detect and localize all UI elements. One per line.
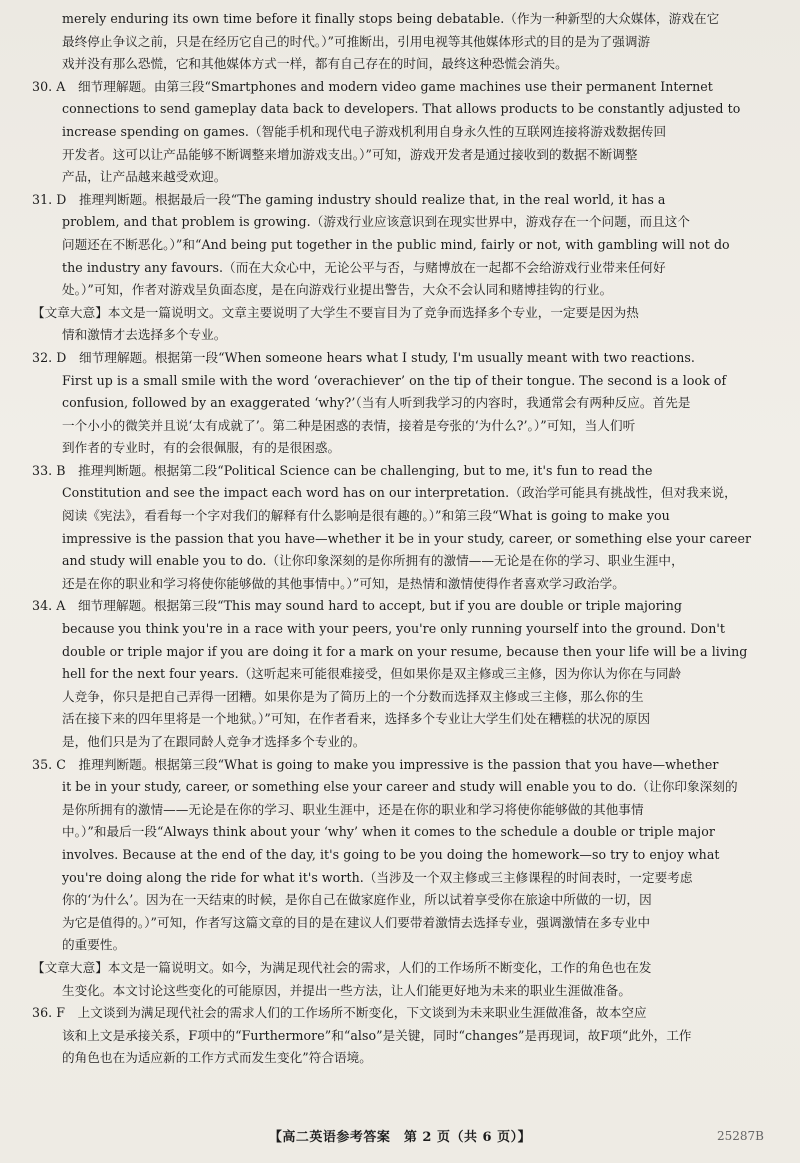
text-line: 产品，让产品越来越受欢迎。 (62, 169, 227, 185)
text-line: it be in your study, career, or something else your career and study will enable you to do.（让你印象深刻的 (62, 779, 738, 795)
text-line: 还是在你的职业和学习将使你能够做的其他事情中。）”可知，是热情和激情使得作者喜欢学习政治学。 (62, 575, 625, 591)
answer-item-line: 34. A 细节理解题。根据第三段“This may sound hard to accept, but if you are double or triple majoring (32, 598, 683, 614)
text-line: 中。）”和最后一段“Always think about your ‘why’ when it comes to the schedule a double or triple major (62, 824, 715, 840)
text-line: 处。）”可知，作者对游戏呈负面态度，是在向游戏行业提出警告，大众不会认同和赌博挂钩的行业。 (62, 282, 613, 298)
answer-item-line: 31. D 推理判断题。根据最后一段“The gaming industry should realize that, in the real world, it has a (32, 191, 666, 207)
answer-item-line: 36. F 上文谈到为满足现代社会的需求人们的工作场所不断变化，下文谈到为未来职业生涯做准备，故本空应 (32, 1005, 647, 1021)
text-line: First up is a small smile with the word ‘overachiever’ on the tip of their tongue. The second is a look of (62, 372, 727, 388)
answer-item-line: 32. D 细节理解题。根据第一段“When someone hears what I study, I'm usually meant with two reactions. (32, 349, 695, 365)
summary-line: 【文章大意】本文是一篇说明文。文章主要说明了大学生不要盲目为了竞争而选择多个专业，一定要是因为热 (32, 304, 639, 320)
text-line: 情和激情才去选择多个专业。 (62, 327, 227, 343)
text-line: connections to send gameplay data back to developers. That allows products to be constantly adjusted to (62, 101, 741, 117)
summary-line: 【文章大意】本文是一篇说明文。如今，为满足现代社会的需求，人们的工作场所不断变化，工作的角色也在发 (32, 959, 652, 975)
text-line: 到作者的专业时，有的会很佩服，有的是很困惑。 (62, 440, 341, 456)
text-line: because you think you're in a race with your peers, you're only running yourself into the ground. Don't (62, 621, 725, 637)
text-line: involves. Because at the end of the day, it's going to be you doing the homework—so try to enjoy what (62, 846, 720, 862)
page-footer (0, 1126, 800, 1148)
text-line: 是，他们只是为了在跟同龄人竞争才选择多个专业的。 (62, 734, 366, 749)
footer-page-label: 【高二英语参考答案 第 2 页（共 6 页）】 (268, 1130, 532, 1145)
text-line: you're doing along the ride for what it's worth.（当涉及一个双主修或三主修课程的时间表时，一定要考虑 (62, 869, 693, 885)
text-line: the industry any favours.（而在大众心中，无论公平与否，与赌博放在一起都不会给游戏行业带来任何好 (62, 259, 666, 275)
text-line: 阅读《宪法》，看看每一个字对我们的解释有什么影响是很有趣的。）”和第三段“What is going to make you (62, 508, 670, 524)
text-line: double or triple major if you are doing it for a mark on your resume, because then your life will be a living (62, 643, 748, 659)
text-line: 的角色也在为适应新的工作方式而发生变化”符合语境。 (62, 1050, 372, 1066)
answer-item-line: 33. B 推理判断题。根据第二段“Political Science can be challenging, but to me, it's fun to read the (32, 462, 653, 478)
text-line: 一个小小的微笑并且说‘太有成就了’。第二种是困惑的表情，接着是夸张的‘为什么?’。）”可知，当人们听 (62, 417, 636, 433)
text-line: impressive is the passion that you have—whether it be in your study, career, or something else your career (62, 530, 752, 546)
text-line: 开发者。这可以让产品能够不断调整来增加游戏支出。）”可知，游戏开发者是通过接收到的数据不断调整 (62, 146, 638, 162)
text-line: 你的‘为什么’。因为在一天结束的时候，是你自己在做家庭作业，所以试着享受你在旅途中所做的一切，因 (62, 892, 652, 908)
text-line: confusion, followed by an exaggerated ‘why?’（当有人听到我学习的内容时，我通常会有两种反应。首先是 (62, 395, 691, 411)
text-line: problem, and that problem is growing.（游戏行业应该意识到在现实世界中，游戏存在一个问题，而且这个 (62, 214, 691, 230)
text-line: hell for the next four years.（这听起来可能很难接受，但如果你是双主修或三主修，因为你认为你在与同龄 (62, 666, 682, 682)
text-line: 的重要性。 (62, 937, 126, 953)
text-line: increase spending on games.（智能手机和现代电子游戏机利用自身永久性的互联网连接将游戏数据传回 (62, 123, 667, 139)
text-line: 问题还在不断恶化。）”和“And being put together in the public mind, fairly or not, with gambling will not do (62, 236, 730, 252)
text-line: 活在接下来的四年里将是一个地狱。）”可知，在作者看来，选择多个专业让大学生们处在糟糕的状况的原因 (62, 711, 651, 727)
text-line: 戏并没有那么恐慌，它和其他媒体方式一样，都有自己存在的时间，最终这种恐慌会消失。 (62, 56, 568, 72)
text-line: 生变化。本文讨论这些变化的可能原因，并提出一些方法，让人们能更好地为未来的职业生涯做准备。 (62, 982, 631, 998)
text-line: 该和上文是承接关系，F项中的“Furthermore”和“also”是关键，同时“changes”是再现词，故F项“此外，工作 (62, 1027, 692, 1043)
text-line: Constitution and see the impact each word has on our interpretation.（政治学可能具有挑战性，但对我来说， (62, 485, 737, 501)
text-line: 是你所拥有的激情——无论是在你的学习、职业生涯中，还是在你的职业和学习将使你能够做的其他事情 (62, 801, 644, 817)
text-line: and study will enable you to do.（让你印象深刻的是你所拥有的激情——无论是在你的学习、职业生涯中， (62, 553, 684, 569)
text-line: 为它是值得的。）”可知，作者写这篇文章的目的是在建议人们要带着激情去选择专业，强调激情在多专业中 (62, 914, 651, 930)
answer-item-line: 35. C 推理判断题。根据第三段“What is going to make you impressive is the passion that you have—whether (32, 756, 719, 772)
footer-doc-code: 25287B (717, 1129, 764, 1143)
text-line: 人竞争，你只是把自己弄得一团糟。如果你是为了简历上的一个分数而选择双主修或三主修，那么你的生 (62, 688, 644, 704)
answer-text-body (32, 8, 770, 1070)
text-line: 最终停止争议之前，只是在经历它自己的时代。）”可推断出，引用电视等其他媒体形式的目的是为了强调游 (62, 33, 651, 49)
answer-item-line: 30. A 细节理解题。由第三段“Smartphones and modern video game machines use their permanent Internet (32, 78, 713, 94)
text-line: merely enduring its own time before it finally stops being debatable.（作为一种新型的大众媒体，游戏在它 (62, 11, 720, 26)
